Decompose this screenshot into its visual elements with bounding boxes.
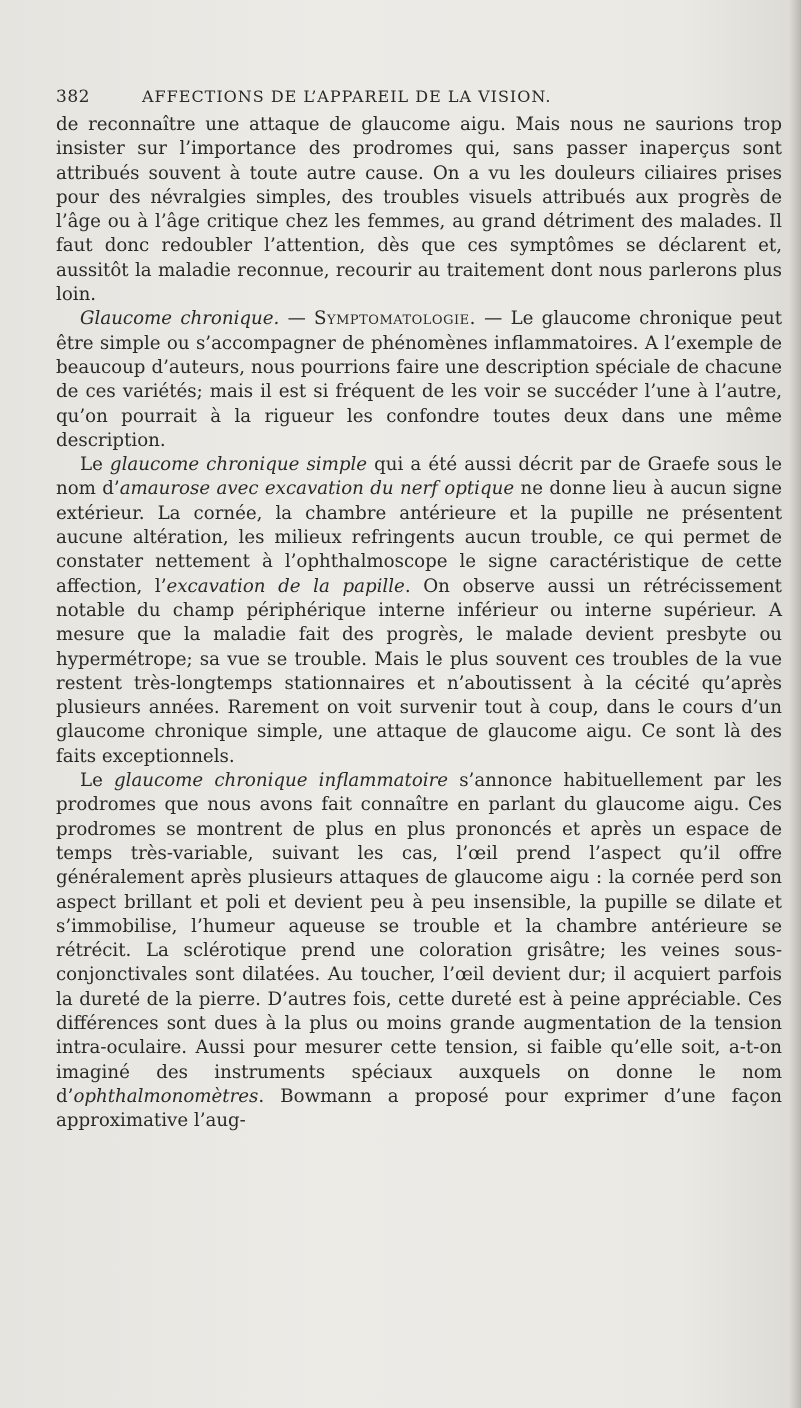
section-label: Symptomatologie. xyxy=(314,308,476,330)
paragraph-4-part-a: Le xyxy=(80,770,114,792)
paragraph-4-part-c: . Bowmann a proposé pour exprimer d’une façon approximative l’aug- xyxy=(56,1085,782,1132)
term-excavation: excavation de la papille xyxy=(166,575,405,597)
paragraph-1 xyxy=(56,113,782,307)
running-title: AFFECTIONS DE L’APPAREIL DE LA VISION. xyxy=(142,87,552,106)
paragraph-3-part-c: ne donne lieu à aucun signe extérieur. La cornée, la chambre antérieure et la pupille ne présentent aucune altération, les milieux refringents aucun trouble, ce qui permet de constater nettement à l’ophthalmoscope le signe caractéristique de cette affection, l’ xyxy=(56,478,783,597)
paragraph-3-part-b: qui a été aussi décrit par de Graefe sous le nom d’ xyxy=(56,454,782,500)
paragraph-3 xyxy=(56,453,782,769)
term-amaurose: amaurose avec excavation du nerf optique xyxy=(119,478,515,500)
dash: — xyxy=(279,308,315,330)
page-header xyxy=(56,87,776,107)
term-ophthalmonometres: ophthalmonomètres xyxy=(73,1085,259,1107)
paragraph-2-text: — Le glaucome chronique peut être simple ou s’accompagner de phénomènes inflammatoires. A l’exemple de beaucoup d’auteurs, nous pourrions faire une description spéciale de chacune de ces variétés; mais il est si fréquent de les voir se succéder l’une à l’autre, qu’on pourrait à la rigueur les confondre toutes deux dans une même description. xyxy=(56,308,782,451)
paragraph-4 xyxy=(56,769,782,1133)
paragraph-4-part-b: s’annonce habituellement par les prodromes que nous avons fait connaître en parlant du glaucome aigu. Ces prodromes se montrent de plus en plus prononcés et après un espace de temps très-variable, suivant les cas, l’œil prend l’aspect qu’il offre généralement après plusieurs attaques de glaucome aigu : la cornée perd son aspect brillant et poli et devient peu à peu insensible, la pupille se dilate et s’immobilise, l’humeur aqueuse se trouble et la chambre antérieure se rétrécit. La sclérotique prend une coloration grisâtre; les veines sous-conjonctivales sont dilatées. Au toucher, l’œil devient dur; il acquiert parfois la dureté de la pierre. D’autres fois, cette dureté est à peine appréciable. Ces différences sont dues à la plus ou moins grande augmentation de la tension intra-oculaire. Aussi pour mesurer cette tension, si faible qu’elle soit, a-t-on imaginé des instruments spéciaux auxquels on donne le nom d’ xyxy=(56,770,782,1107)
page-number: 382 xyxy=(56,87,90,107)
paragraph-1-text: de reconnaître une attaque de glaucome aigu. Mais nous ne saurions trop insister sur l’importance des prodromes qui, sans passer inaperçus sont attribués souvent à toute autre cause. On a vu les douleurs ciliaires prises pour des névralgies simples, des troubles visuels attribués aux progrès de l’âge ou à l’âge critique chez les femmes, au grand détriment des malades. Il faut donc redoubler l’attention, dès que ces symptômes se déclarent et, aussitôt la maladie reconnue, recourir au traitement dont nous parlerons plus loin. xyxy=(56,114,782,306)
body-text xyxy=(56,113,782,1133)
term-glaucome-inflammatoire: glaucome chronique inflammatoire xyxy=(114,770,449,792)
term-glaucome-chronique-simple: glaucome chronique simple xyxy=(109,454,368,476)
subsection-title: Glaucome chronique. xyxy=(80,308,280,330)
paragraph-3-part-a: Le xyxy=(80,454,110,476)
paragraph-2 xyxy=(56,307,782,453)
page-edge-shadow xyxy=(789,0,801,1408)
paragraph-3-part-d: . On observe aussi un rétrécissement notable du champ périphérique interne inférieur ou interne supérieur. A mesure que la maladie fait des progrès, le malade devient presbyte ou hypermétrope; sa vue se trouble. Mais le plus souvent ces troubles de la vue restent très-longtemps stationnaires et n’aboutissent à la cécité qu’après plusieurs années. Rarement on voit survenir tout à coup, dans le cours d’un glaucome chronique simple, une attaque de glaucome aigu. Ce sont là des faits exceptionnels. xyxy=(56,575,782,767)
